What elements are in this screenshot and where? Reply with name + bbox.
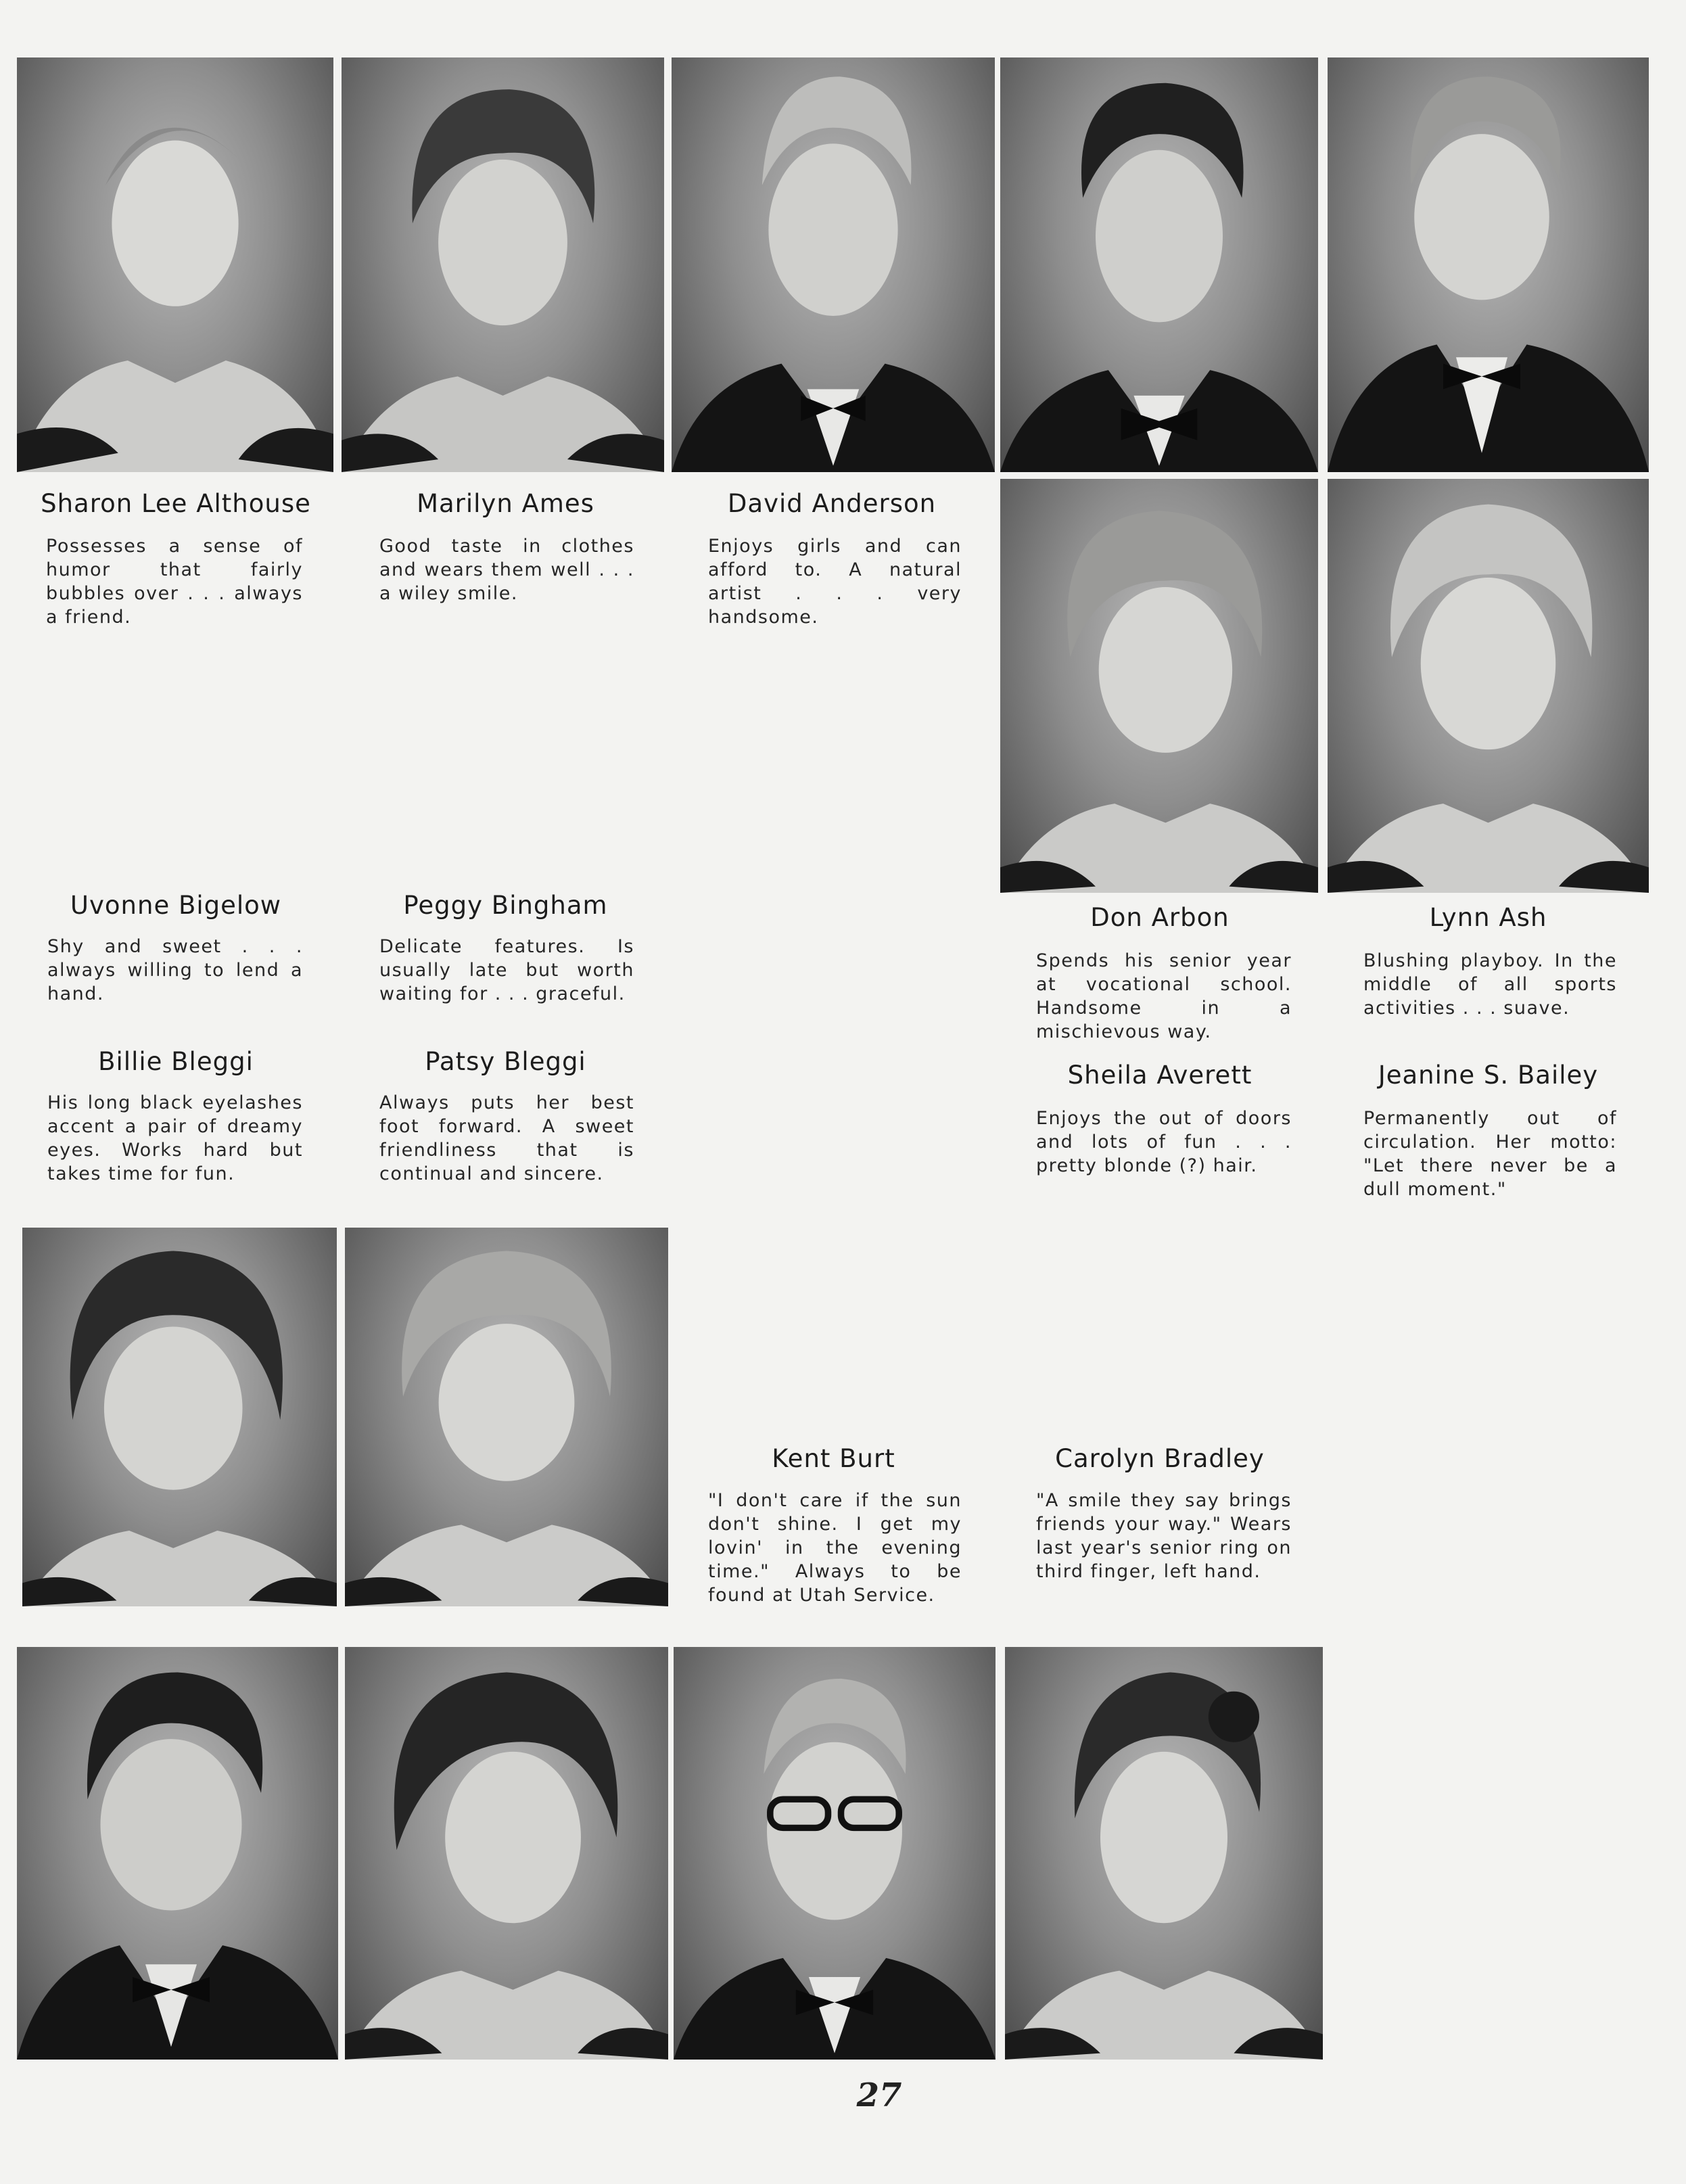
portrait-patsy-bleggi (345, 1647, 668, 2060)
senior-blurb: His long black eyelashes accent a pair of dreamy eyes. Works hard but takes time for fun. (47, 1092, 303, 1184)
senior-blurb: Blushing playboy. In the middle of all sports activities . . . suave. (1363, 950, 1617, 1019)
senior-name: Marilyn Ames (417, 489, 594, 518)
senior-name: Don Arbon (1090, 903, 1230, 932)
portrait-marilyn-ames (342, 57, 664, 472)
portrait-carolyn-bradley (1005, 1647, 1323, 2060)
portrait-billie-bleggi (17, 1647, 338, 2060)
senior-blurb: Always puts her best foot forward. A sweet friendliness that is continual and sincere. (379, 1092, 634, 1184)
senior-blurb: "I don't care if the sun don't shine. I get my lovin' in the evening time." Always to be found at Utah Service. (708, 1490, 962, 1606)
senior-blurb: "A smile they say brings friends your way." Wears last year's senior ring on third finger, left hand. (1036, 1490, 1292, 1582)
portrait-lynn-ash (1328, 57, 1649, 472)
senior-blurb: Enjoys the out of doors and lots of fun . . . pretty blonde (?) hair. (1036, 1108, 1292, 1176)
portrait-don-arbon (1000, 57, 1318, 472)
portrait-jeanine-bailey (1328, 479, 1649, 893)
senior-name: Lynn Ash (1429, 903, 1547, 932)
portrait-uvonne-bigelow (22, 1228, 337, 1606)
portrait-kent-burt (674, 1647, 996, 2060)
senior-name: Kent Burt (772, 1444, 895, 1473)
senior-blurb: Permanently out of circulation. Her motto: "Let there never be a dull moment." (1363, 1108, 1617, 1200)
portrait-sharon-althouse (17, 57, 333, 472)
senior-name: Uvonne Bigelow (70, 891, 282, 920)
portrait-sheila-averett (1000, 479, 1318, 893)
senior-name: Billie Bleggi (98, 1047, 254, 1076)
portrait-david-anderson (672, 57, 995, 472)
portrait-peggy-bingham (345, 1228, 668, 1606)
senior-name: Peggy Bingham (403, 891, 608, 920)
senior-blurb: Good taste in clothes and wears them well . . . a wiley smile. (379, 536, 634, 604)
senior-name: Patsy Bleggi (425, 1047, 586, 1076)
senior-name: Sharon Lee Althouse (41, 489, 311, 518)
senior-name: Jeanine S. Bailey (1378, 1061, 1599, 1090)
page-number: 27 (856, 2076, 902, 2114)
senior-blurb: Shy and sweet . . . always willing to lend a hand. (47, 936, 303, 1004)
senior-blurb: Delicate features. Is usually late but worth waiting for . . . graceful. (379, 936, 634, 1004)
senior-name: Sheila Averett (1067, 1061, 1252, 1090)
senior-blurb: Enjoys girls and can afford to. A natural artist . . . very handsome. (708, 536, 962, 628)
senior-blurb: Spends his senior year at vocational school. Handsome in a mischievous way. (1036, 950, 1292, 1042)
senior-name: Carolyn Bradley (1055, 1444, 1265, 1473)
senior-name: David Anderson (727, 489, 937, 518)
senior-blurb: Possesses a sense of humor that fairly bubbles over . . . always a friend. (46, 536, 303, 628)
